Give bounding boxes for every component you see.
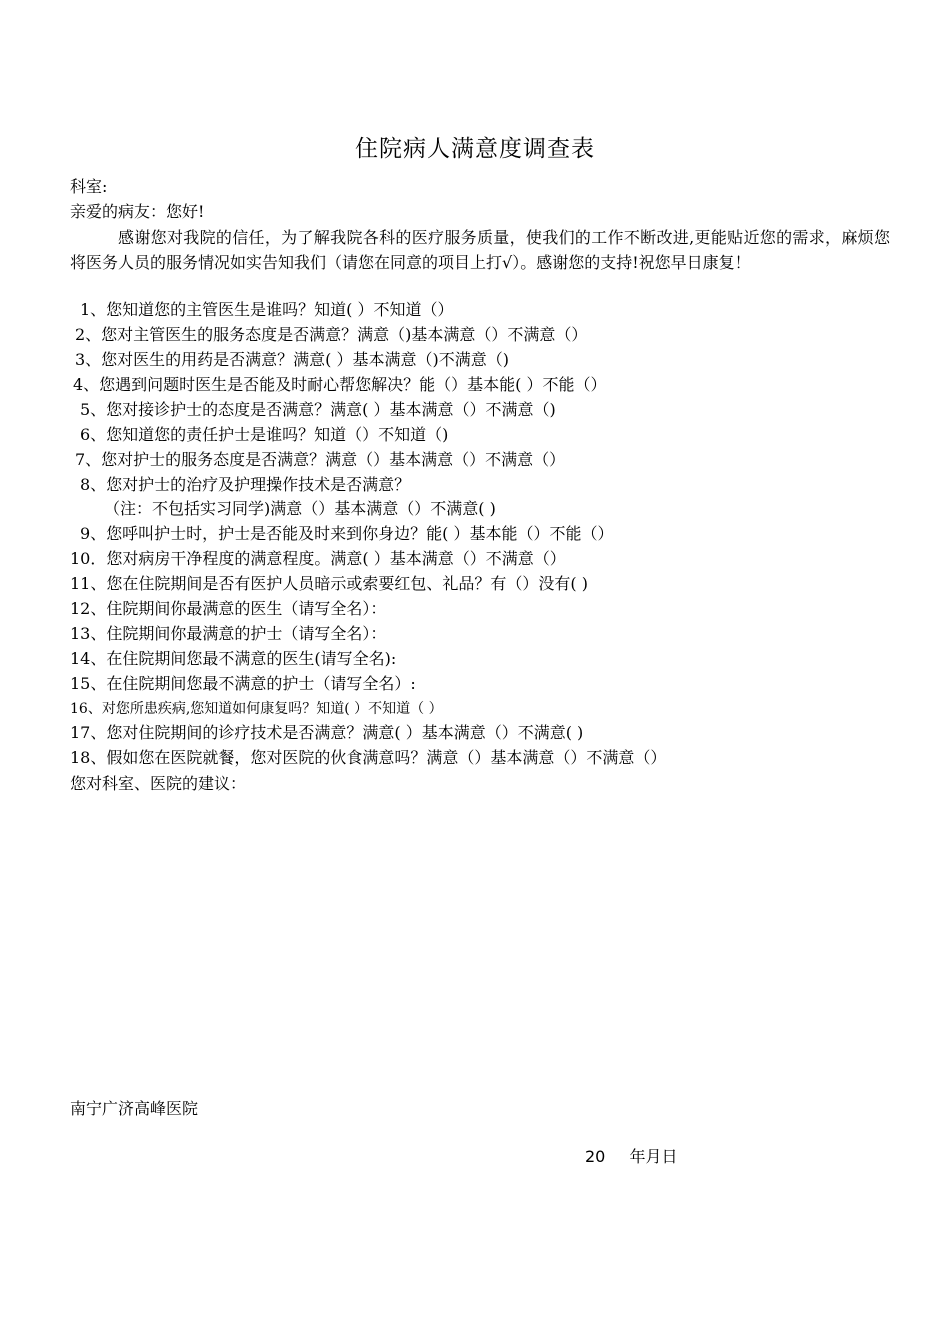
question-5: 5、您对接诊护士的态度是否满意？满意( ）基本满意（）不满意（) (80, 400, 556, 419)
date-year-prefix: 20 (585, 1147, 606, 1166)
question-2: 2、您对主管医生的服务态度是否满意？满意（)基本满意（）不满意（） (75, 325, 588, 344)
question-9: 9、您呼叫护士时，护士是否能及时来到你身边？能( ）基本能（）不能（） (80, 524, 614, 543)
question-17: 17、您对住院期间的诊疗技术是否满意？满意( ）基本满意（）不满意( ) (70, 723, 584, 742)
date-text: 年月日 (629, 1147, 678, 1166)
question-11: 11、您在住院期间是否有医护人员暗示或索要红包、礼品？有（）没有( ) (70, 574, 588, 593)
hospital-name: 南宁广济高峰医院 (70, 1099, 199, 1118)
question-12: 12、住院期间你最满意的医生（请写全名）： (70, 599, 387, 618)
question-1: 1、您知道您的主管医生是谁吗？知道( ）不知道（） (80, 300, 454, 319)
question-3: 3、您对医生的用药是否满意？满意( ）基本满意（)不满意（) (75, 350, 509, 369)
date-line (585, 1145, 678, 1169)
question-4: 4、您遇到问题时医生是否能及时耐心帮您解决？能（）基本能( ）不能（） (73, 375, 607, 394)
question-10: 10．您对病房干净程度的满意程度。满意( ）基本满意（）不满意（） (70, 549, 566, 568)
department-label: 科室: (70, 177, 108, 196)
question-14: 14、在住院期间您最不满意的医生(请写全名): (70, 649, 397, 668)
question-13: 13、住院期间你最满意的护士（请写全名）： (70, 624, 387, 643)
question-15: 15、在住院期间您最不满意的护士（请写全名）: (70, 674, 416, 693)
question-7: 7、您对护士的服务态度是否满意？满意（）基本满意（）不满意（） (75, 450, 566, 469)
question-8: 8、您对护士的治疗及护理操作技术是否满意？ (80, 475, 411, 494)
greeting: 亲爱的病友：您好! (70, 202, 205, 221)
question-6: 6、您知道您的责任护士是谁吗？知道（）不知道（) (80, 425, 449, 444)
suggestion-label: 您对科室、医院的建议： (70, 774, 247, 793)
page-title: 住院病人满意度调查表 (355, 136, 595, 162)
question-8-note: （注：不包括实习同学)满意（）基本满意（）不满意( ) (104, 499, 496, 518)
question-16: 16、对您所患疾病,您知道如何康复吗？知道( ）不知道（ ） (70, 701, 443, 717)
intro-paragraph: 感谢您对我院的信任，为了解我院各科的医疗服务质量，使我们的工作不断改进,更能贴近您的需求，麻烦您将医务人员的服务情况如实告知我们（请您在同意的项目上打√）。感谢您的支持!祝您早日康复！ (70, 228, 890, 272)
question-18: 18、假如您在医院就餐，您对医院的伙食满意吗？满意（）基本满意（）不满意（） (70, 748, 667, 767)
